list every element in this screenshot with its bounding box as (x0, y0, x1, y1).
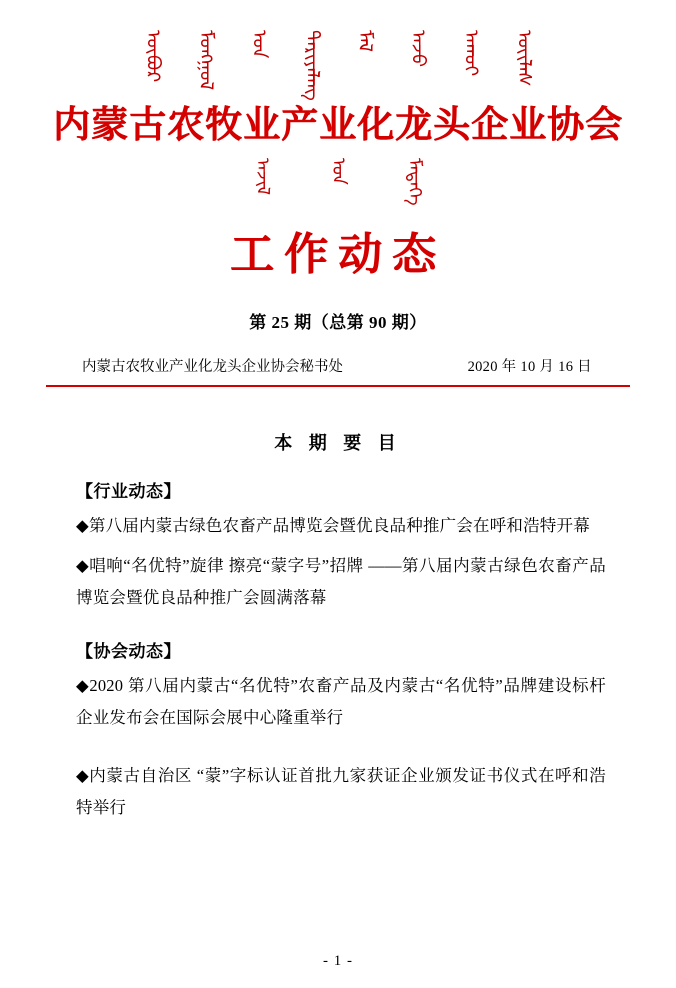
mongolian-glyph: ᠦᠢᠯᠡᠰ (513, 30, 535, 87)
contents-entry[interactable]: ◆唱响“名优特”旋律 擦亮“蒙字号”招牌 ——第八届内蒙古绿色农畜产品博览会暨优良品种推广会圆满落幕 (76, 556, 606, 608)
contents-heading: 本 期 要 目 (274, 433, 402, 453)
mongolian-glyph: ᠠᠵᠢᠯ (252, 158, 273, 196)
contents-entry[interactable]: ◆第八届内蒙古绿色农畜产品博览会暨优良品种推广会在呼和浩特开幕 (76, 516, 590, 535)
contents-entry[interactable]: ◆内蒙古自治区 “蒙”字标认证首批九家获证企业颁发证书仪式在呼和浩特举行 (76, 765, 606, 818)
mongolian-glyph: ᠮᠣᠩᠭᠤᠯ (195, 30, 217, 91)
masthead-meta-row (46, 355, 630, 376)
mongolian-glyph: ᠤᠨ (248, 30, 270, 59)
section-heading-association: 【协会动态】 (76, 641, 181, 661)
mongolian-script-header-row (46, 0, 630, 101)
mongolian-glyph: ᠠᠵᠤ (407, 30, 429, 68)
masthead-divider (46, 385, 630, 387)
mongolian-glyph: ᠦᠪᠦᠷ (142, 30, 164, 83)
mongolian-glyph: ᠲᠠᠷᠢᠶᠠᠯᠠᠩ (301, 30, 323, 101)
mongolian-glyph: ᠤᠨ (328, 158, 349, 185)
mongolian-glyph: ᠠᠬᠤᠢ (460, 30, 482, 77)
section-heading-industry: 【行业动态】 (76, 482, 181, 501)
mongolian-glyph: ᠮᠡᠳᠡᠭᠡ (404, 158, 425, 206)
bulletin-title: 工作动态 (230, 230, 446, 279)
page-number: - 1 - (323, 953, 353, 969)
issue-number: 第 25 期（总第 90 期） (249, 313, 427, 332)
publication-date: 2020 年 10 月 16 日 (467, 359, 592, 375)
contents-entry[interactable]: ◆2020 第八届内蒙古“名优特”农畜产品及内蒙古“名优特”品牌建设标杆企业发布会在国际会展中心隆重举行 (76, 675, 606, 727)
mongolian-glyph: ᠮᠠᠯ (354, 30, 376, 53)
publisher-name: 内蒙古农牧业产业化龙头企业协会秘书处 (82, 359, 343, 375)
mongolian-script-subtitle-row (46, 148, 630, 206)
association-title: 内蒙古农牧业产业化龙头企业协会 (53, 105, 623, 146)
